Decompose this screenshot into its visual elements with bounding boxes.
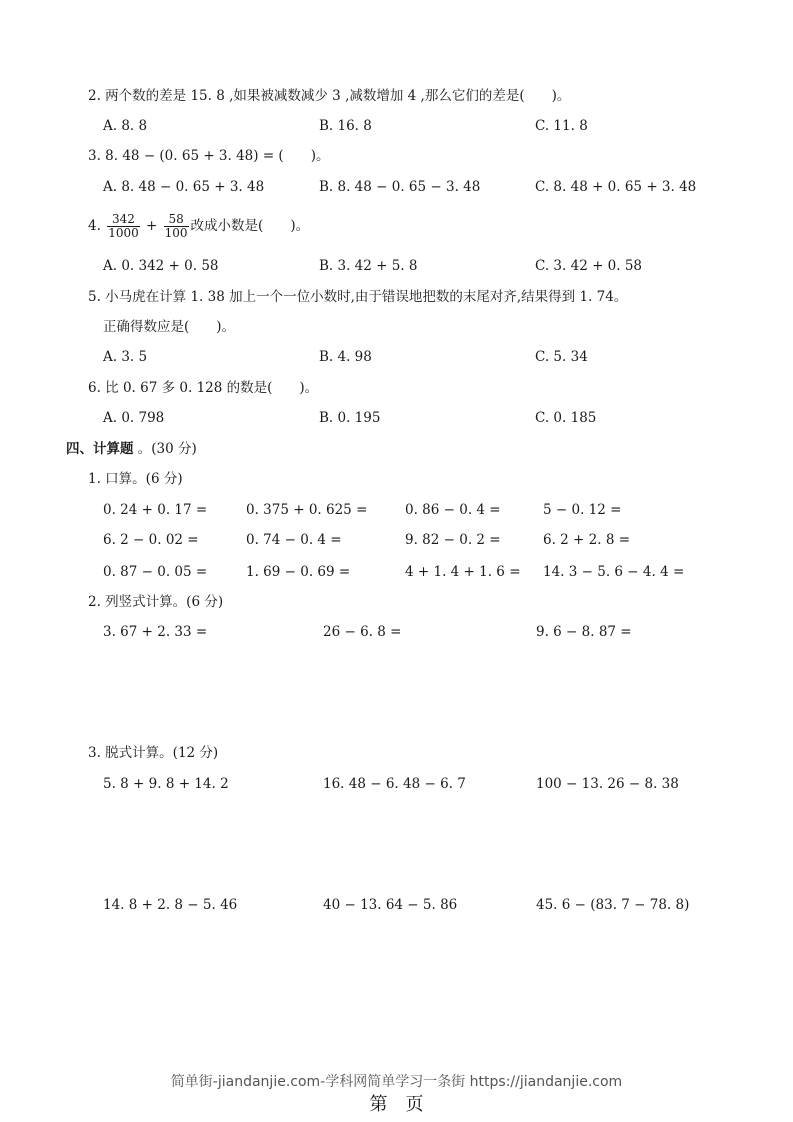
question-5-stem-line-2: 正确得数应是( )。 — [103, 319, 236, 335]
question-6-option-a: A. 0. 798 — [103, 410, 165, 426]
fraction-58-over-100 — [164, 213, 189, 240]
question-4-stem — [88, 209, 309, 243]
oral-item: 0. 86 − 0. 4 = — [405, 502, 501, 518]
oral-item: 0. 87 − 0. 05 = — [103, 564, 208, 580]
stepwise-calc-item: 40 − 13. 64 − 5. 86 — [323, 897, 458, 913]
oral-calc-heading: 1. 口算。(6 分) — [88, 471, 183, 487]
question-2-option-a: A. 8. 8 — [103, 118, 148, 134]
section-4-heading — [66, 440, 197, 458]
oral-item: 0. 74 − 0. 4 = — [246, 532, 342, 548]
oral-item: 4 + 1. 4 + 1. 6 = — [405, 564, 521, 580]
oral-item: 9. 82 − 0. 2 = — [405, 532, 501, 548]
oral-item: 6. 2 + 2. 8 = — [543, 532, 631, 548]
question-4-option-a: A. 0. 342 + 0. 58 — [103, 258, 219, 274]
question-4-suffix: 改成小数是( )。 — [190, 218, 310, 234]
question-6-stem: 6. 比 0. 67 多 0. 128 的数是( )。 — [88, 380, 319, 396]
fraction-1-numerator: 342 — [107, 213, 140, 227]
question-2-option-c: C. 11. 8 — [535, 118, 588, 134]
fraction-1-denominator: 1000 — [108, 226, 139, 240]
fraction-2-denominator: 100 — [164, 226, 188, 240]
vertical-calc-heading: 2. 列竖式计算。(6 分) — [88, 594, 224, 610]
question-3-stem: 3. 8. 48 − (0. 65 + 3. 48) = ( )。 — [88, 148, 330, 164]
fraction-2-numerator: 58 — [164, 213, 189, 227]
question-4-number: 4. — [88, 218, 101, 234]
question-4-option-c: C. 3. 42 + 0. 58 — [535, 258, 643, 274]
question-3-option-b: B. 8. 48 − 0. 65 − 3. 48 — [319, 179, 481, 195]
page-number-label: 第 页 — [369, 1094, 424, 1115]
question-6-option-b: B. 0. 195 — [319, 410, 381, 426]
vertical-calc-item: 9. 6 − 8. 87 = — [536, 624, 632, 640]
question-5-option-c: C. 5. 34 — [535, 349, 588, 365]
oral-item: 1. 69 − 0. 69 = — [246, 564, 351, 580]
question-3-option-a: A. 8. 48 − 0. 65 + 3. 48 — [103, 179, 265, 195]
question-5-option-a: A. 3. 5 — [103, 349, 148, 365]
section-4-score: 。(30 分) — [133, 441, 197, 457]
oral-item: 5 − 0. 12 = — [543, 502, 622, 518]
oral-item: 0. 24 + 0. 17 = — [103, 502, 208, 518]
oral-item: 14. 3 − 5. 6 − 4. 4 = — [543, 564, 685, 580]
question-6-option-c: C. 0. 185 — [535, 410, 597, 426]
plus-sign: + — [146, 218, 158, 234]
question-2-stem: 2. 两个数的差是 15. 8 ,如果被减数减少 3 ,减数增加 4 ,那么它们的差是( )。 — [88, 88, 571, 104]
stepwise-calc-item: 45. 6 − (83. 7 − 78. 8) — [536, 897, 690, 913]
question-5-stem: 5. 小马虎在计算 1. 38 加上一个一位小数时,由于错误地把数的末尾对齐,结果得到 1. 74。 — [88, 289, 628, 305]
footer-watermark[interactable]: 简单街-jiandanjie.com-学科网简单学习一条街 https://jiandanjie.com — [170, 1074, 623, 1090]
oral-item: 0. 375 + 0. 625 = — [246, 502, 368, 518]
vertical-calc-item: 26 − 6. 8 = — [323, 624, 402, 640]
oral-item: 6. 2 − 0. 02 = — [103, 532, 199, 548]
fraction-342-over-1000 — [107, 213, 140, 240]
stepwise-calc-item: 5. 8 + 9. 8 + 14. 2 — [103, 776, 229, 792]
stepwise-calc-item: 14. 8 + 2. 8 − 5. 46 — [103, 897, 238, 913]
stepwise-calc-item: 16. 48 − 6. 48 − 6. 7 — [323, 776, 466, 792]
question-4-option-b: B. 3. 42 + 5. 8 — [319, 258, 418, 274]
question-2-option-b: B. 16. 8 — [319, 118, 372, 134]
stepwise-calc-heading: 3. 脱式计算。(12 分) — [88, 745, 219, 761]
question-5-option-b: B. 4. 98 — [319, 349, 372, 365]
question-3-option-c: C. 8. 48 + 0. 65 + 3. 48 — [535, 179, 697, 195]
stepwise-calc-item: 100 − 13. 26 − 8. 38 — [536, 776, 679, 792]
vertical-calc-item: 3. 67 + 2. 33 = — [103, 624, 208, 640]
section-4-title: 四、计算题 — [66, 441, 134, 457]
